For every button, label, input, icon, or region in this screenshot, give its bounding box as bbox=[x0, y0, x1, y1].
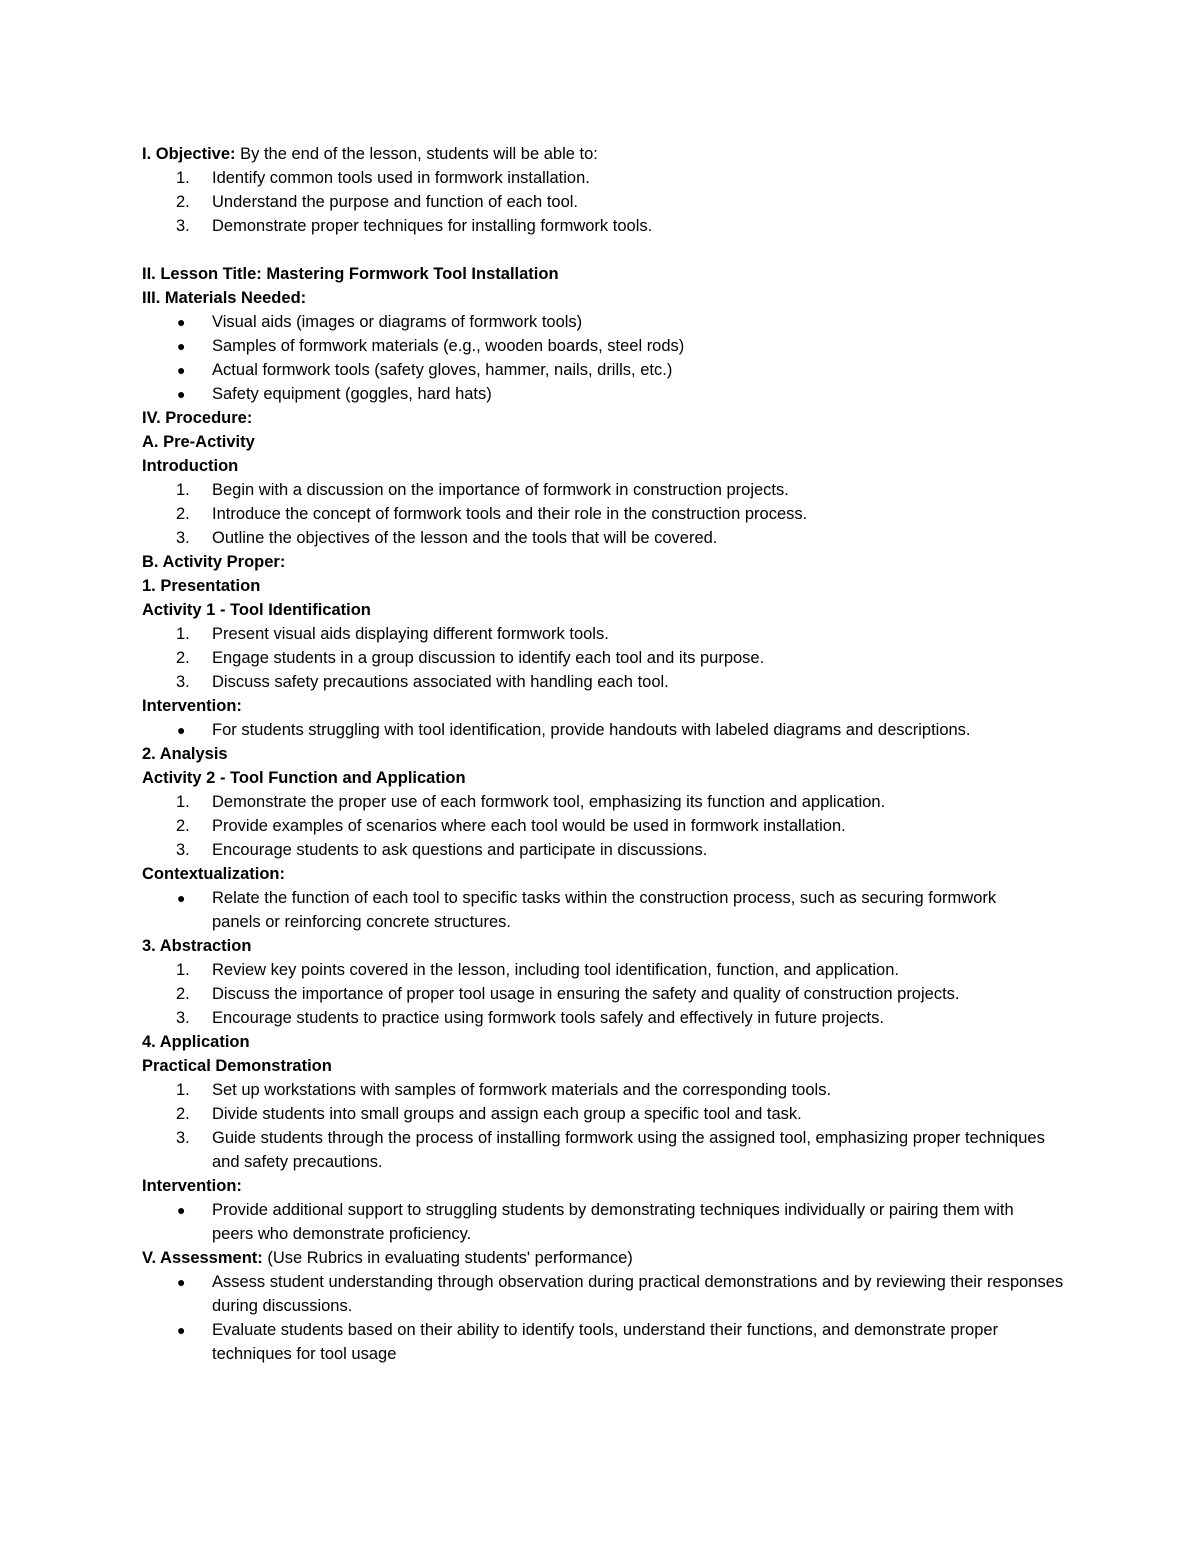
list-item-text: Provide examples of scenarios where each tool would be used in formwork installation. bbox=[212, 817, 846, 835]
assessment-line bbox=[142, 1246, 1072, 1270]
practical-demonstration-heading: Practical Demonstration bbox=[142, 1057, 332, 1075]
list-item-text: Assess student understanding through observation during practical demonstrations and by reviewing their responses during discussions. bbox=[212, 1273, 1064, 1315]
list-item-text: Encourage students to practice using formwork tools safely and effectively in future projects. bbox=[212, 1009, 884, 1027]
assessment-label: V. Assessment: bbox=[142, 1249, 263, 1267]
list-item bbox=[142, 1126, 1052, 1174]
assessment-note: (Use Rubrics in evaluating students' performance) bbox=[262, 1249, 633, 1267]
list-item bbox=[142, 1198, 1032, 1246]
list-item bbox=[142, 622, 1072, 646]
lesson-plan-document bbox=[142, 142, 1072, 1366]
list-item-text: Provide additional support to struggling students by demonstrating techniques individually or pairing them with peers who demonstrate proficiency. bbox=[212, 1201, 1014, 1243]
list-item-text: Engage students in a group discussion to identify each tool and its purpose. bbox=[212, 649, 765, 667]
list-item bbox=[142, 1102, 1072, 1126]
application-heading: 4. Application bbox=[142, 1033, 250, 1051]
list-item bbox=[142, 790, 1072, 814]
list-number: 1. bbox=[176, 169, 190, 187]
list-item-text: Evaluate students based on their ability to identify tools, understand their functions, and demonstrate proper techniques for tool usage bbox=[212, 1321, 999, 1363]
bullet-icon: ● bbox=[177, 314, 186, 330]
list-number: 3. bbox=[176, 1129, 190, 1147]
list-number: 1. bbox=[176, 961, 190, 979]
list-item-text: Samples of formwork materials (e.g., wooden boards, steel rods) bbox=[212, 337, 685, 355]
list-item bbox=[142, 382, 1072, 406]
list-item bbox=[142, 958, 1072, 982]
list-item bbox=[142, 478, 1072, 502]
list-number: 2. bbox=[176, 193, 190, 211]
list-number: 3. bbox=[176, 217, 190, 235]
list-item-text: Review key points covered in the lesson, including tool identification, function, and application. bbox=[212, 961, 899, 979]
list-item bbox=[142, 358, 1072, 382]
list-item-text: Encourage students to ask questions and participate in discussions. bbox=[212, 841, 708, 859]
list-item bbox=[142, 886, 1012, 934]
list-number: 2. bbox=[176, 985, 190, 1003]
list-item-text: Introduce the concept of formwork tools and their role in the construction process. bbox=[212, 505, 808, 523]
list-item bbox=[142, 334, 1072, 358]
list-item-text: Discuss safety precautions associated with handling each tool. bbox=[212, 673, 669, 691]
contextualization-heading: Contextualization: bbox=[142, 865, 285, 883]
list-number: 2. bbox=[176, 649, 190, 667]
list-item bbox=[142, 502, 1072, 526]
list-item-text: Begin with a discussion on the importance of formwork in construction projects. bbox=[212, 481, 789, 499]
list-number: 3. bbox=[176, 673, 190, 691]
activity-1-heading: Activity 1 - Tool Identification bbox=[142, 601, 371, 619]
presentation-heading: 1. Presentation bbox=[142, 577, 261, 595]
list-item bbox=[142, 190, 1072, 214]
list-number: 1. bbox=[176, 481, 190, 499]
objective-intro: By the end of the lesson, students will be able to: bbox=[235, 145, 598, 163]
activity-2-heading: Activity 2 - Tool Function and Application bbox=[142, 769, 466, 787]
intervention-heading-2: Intervention: bbox=[142, 1177, 242, 1195]
lesson-title: II. Lesson Title: Mastering Formwork Tool Installation bbox=[142, 265, 559, 283]
list-item-text: For students struggling with tool identification, provide handouts with labeled diagrams and descriptions. bbox=[212, 721, 971, 739]
list-item-text: Discuss the importance of proper tool usage in ensuring the safety and quality of construction projects. bbox=[212, 985, 960, 1003]
list-number: 1. bbox=[176, 625, 190, 643]
bullet-icon: ● bbox=[177, 722, 186, 738]
list-item-text: Guide students through the process of installing formwork using the assigned tool, emphasizing proper techniques and safety precautions. bbox=[212, 1129, 1045, 1171]
list-item bbox=[142, 718, 1072, 742]
list-item-text: Set up workstations with samples of formwork materials and the corresponding tools. bbox=[212, 1081, 832, 1099]
list-item bbox=[142, 1078, 1072, 1102]
bullet-icon: ● bbox=[177, 1322, 186, 1338]
list-number: 2. bbox=[176, 1105, 190, 1123]
list-item-text: Safety equipment (goggles, hard hats) bbox=[212, 385, 492, 403]
list-item bbox=[142, 1006, 1072, 1030]
list-item-text: Visual aids (images or diagrams of formwork tools) bbox=[212, 313, 583, 331]
list-item bbox=[142, 526, 1072, 550]
list-item bbox=[142, 814, 1072, 838]
list-item-text: Demonstrate proper techniques for installing formwork tools. bbox=[212, 217, 653, 235]
list-item-text: Outline the objectives of the lesson and the tools that will be covered. bbox=[212, 529, 718, 547]
bullet-icon: ● bbox=[177, 890, 186, 906]
intervention-heading: Intervention: bbox=[142, 697, 242, 715]
list-item-text: Relate the function of each tool to specific tasks within the construction process, such as securing formwork panels or reinforcing concrete structures. bbox=[212, 889, 997, 931]
list-item-text: Actual formwork tools (safety gloves, hammer, nails, drills, etc.) bbox=[212, 361, 673, 379]
objective-label: I. Objective: bbox=[142, 145, 236, 163]
list-item bbox=[142, 982, 1072, 1006]
pre-activity-heading: A. Pre-Activity bbox=[142, 433, 255, 451]
bullet-icon: ● bbox=[177, 1274, 186, 1290]
bullet-icon: ● bbox=[177, 338, 186, 354]
list-item-text: Identify common tools used in formwork installation. bbox=[212, 169, 590, 187]
list-number: 3. bbox=[176, 841, 190, 859]
list-number: 3. bbox=[176, 1009, 190, 1027]
bullet-icon: ● bbox=[177, 386, 186, 402]
list-number: 2. bbox=[176, 817, 190, 835]
list-item bbox=[142, 1270, 1082, 1318]
list-number: 2. bbox=[176, 505, 190, 523]
list-item-text: Divide students into small groups and assign each group a specific tool and task. bbox=[212, 1105, 802, 1123]
list-item bbox=[142, 214, 1072, 238]
list-item bbox=[142, 310, 1072, 334]
list-item bbox=[142, 166, 1072, 190]
analysis-heading: 2. Analysis bbox=[142, 745, 228, 763]
list-item bbox=[142, 838, 1072, 862]
list-item bbox=[142, 1318, 1042, 1366]
activity-proper-heading: B. Activity Proper: bbox=[142, 553, 286, 571]
objective-line bbox=[142, 142, 1072, 166]
procedure-heading: IV. Procedure: bbox=[142, 409, 253, 427]
materials-heading: III. Materials Needed: bbox=[142, 289, 307, 307]
list-number: 1. bbox=[176, 793, 190, 811]
bullet-icon: ● bbox=[177, 1202, 186, 1218]
introduction-heading: Introduction bbox=[142, 457, 239, 475]
list-number: 1. bbox=[176, 1081, 190, 1099]
list-item-text: Present visual aids displaying different formwork tools. bbox=[212, 625, 609, 643]
list-item-text: Understand the purpose and function of each tool. bbox=[212, 193, 579, 211]
list-item-text: Demonstrate the proper use of each formwork tool, emphasizing its function and application. bbox=[212, 793, 886, 811]
list-item bbox=[142, 670, 1072, 694]
abstraction-heading: 3. Abstraction bbox=[142, 937, 252, 955]
bullet-icon: ● bbox=[177, 362, 186, 378]
list-number: 3. bbox=[176, 529, 190, 547]
list-item bbox=[142, 646, 1072, 670]
